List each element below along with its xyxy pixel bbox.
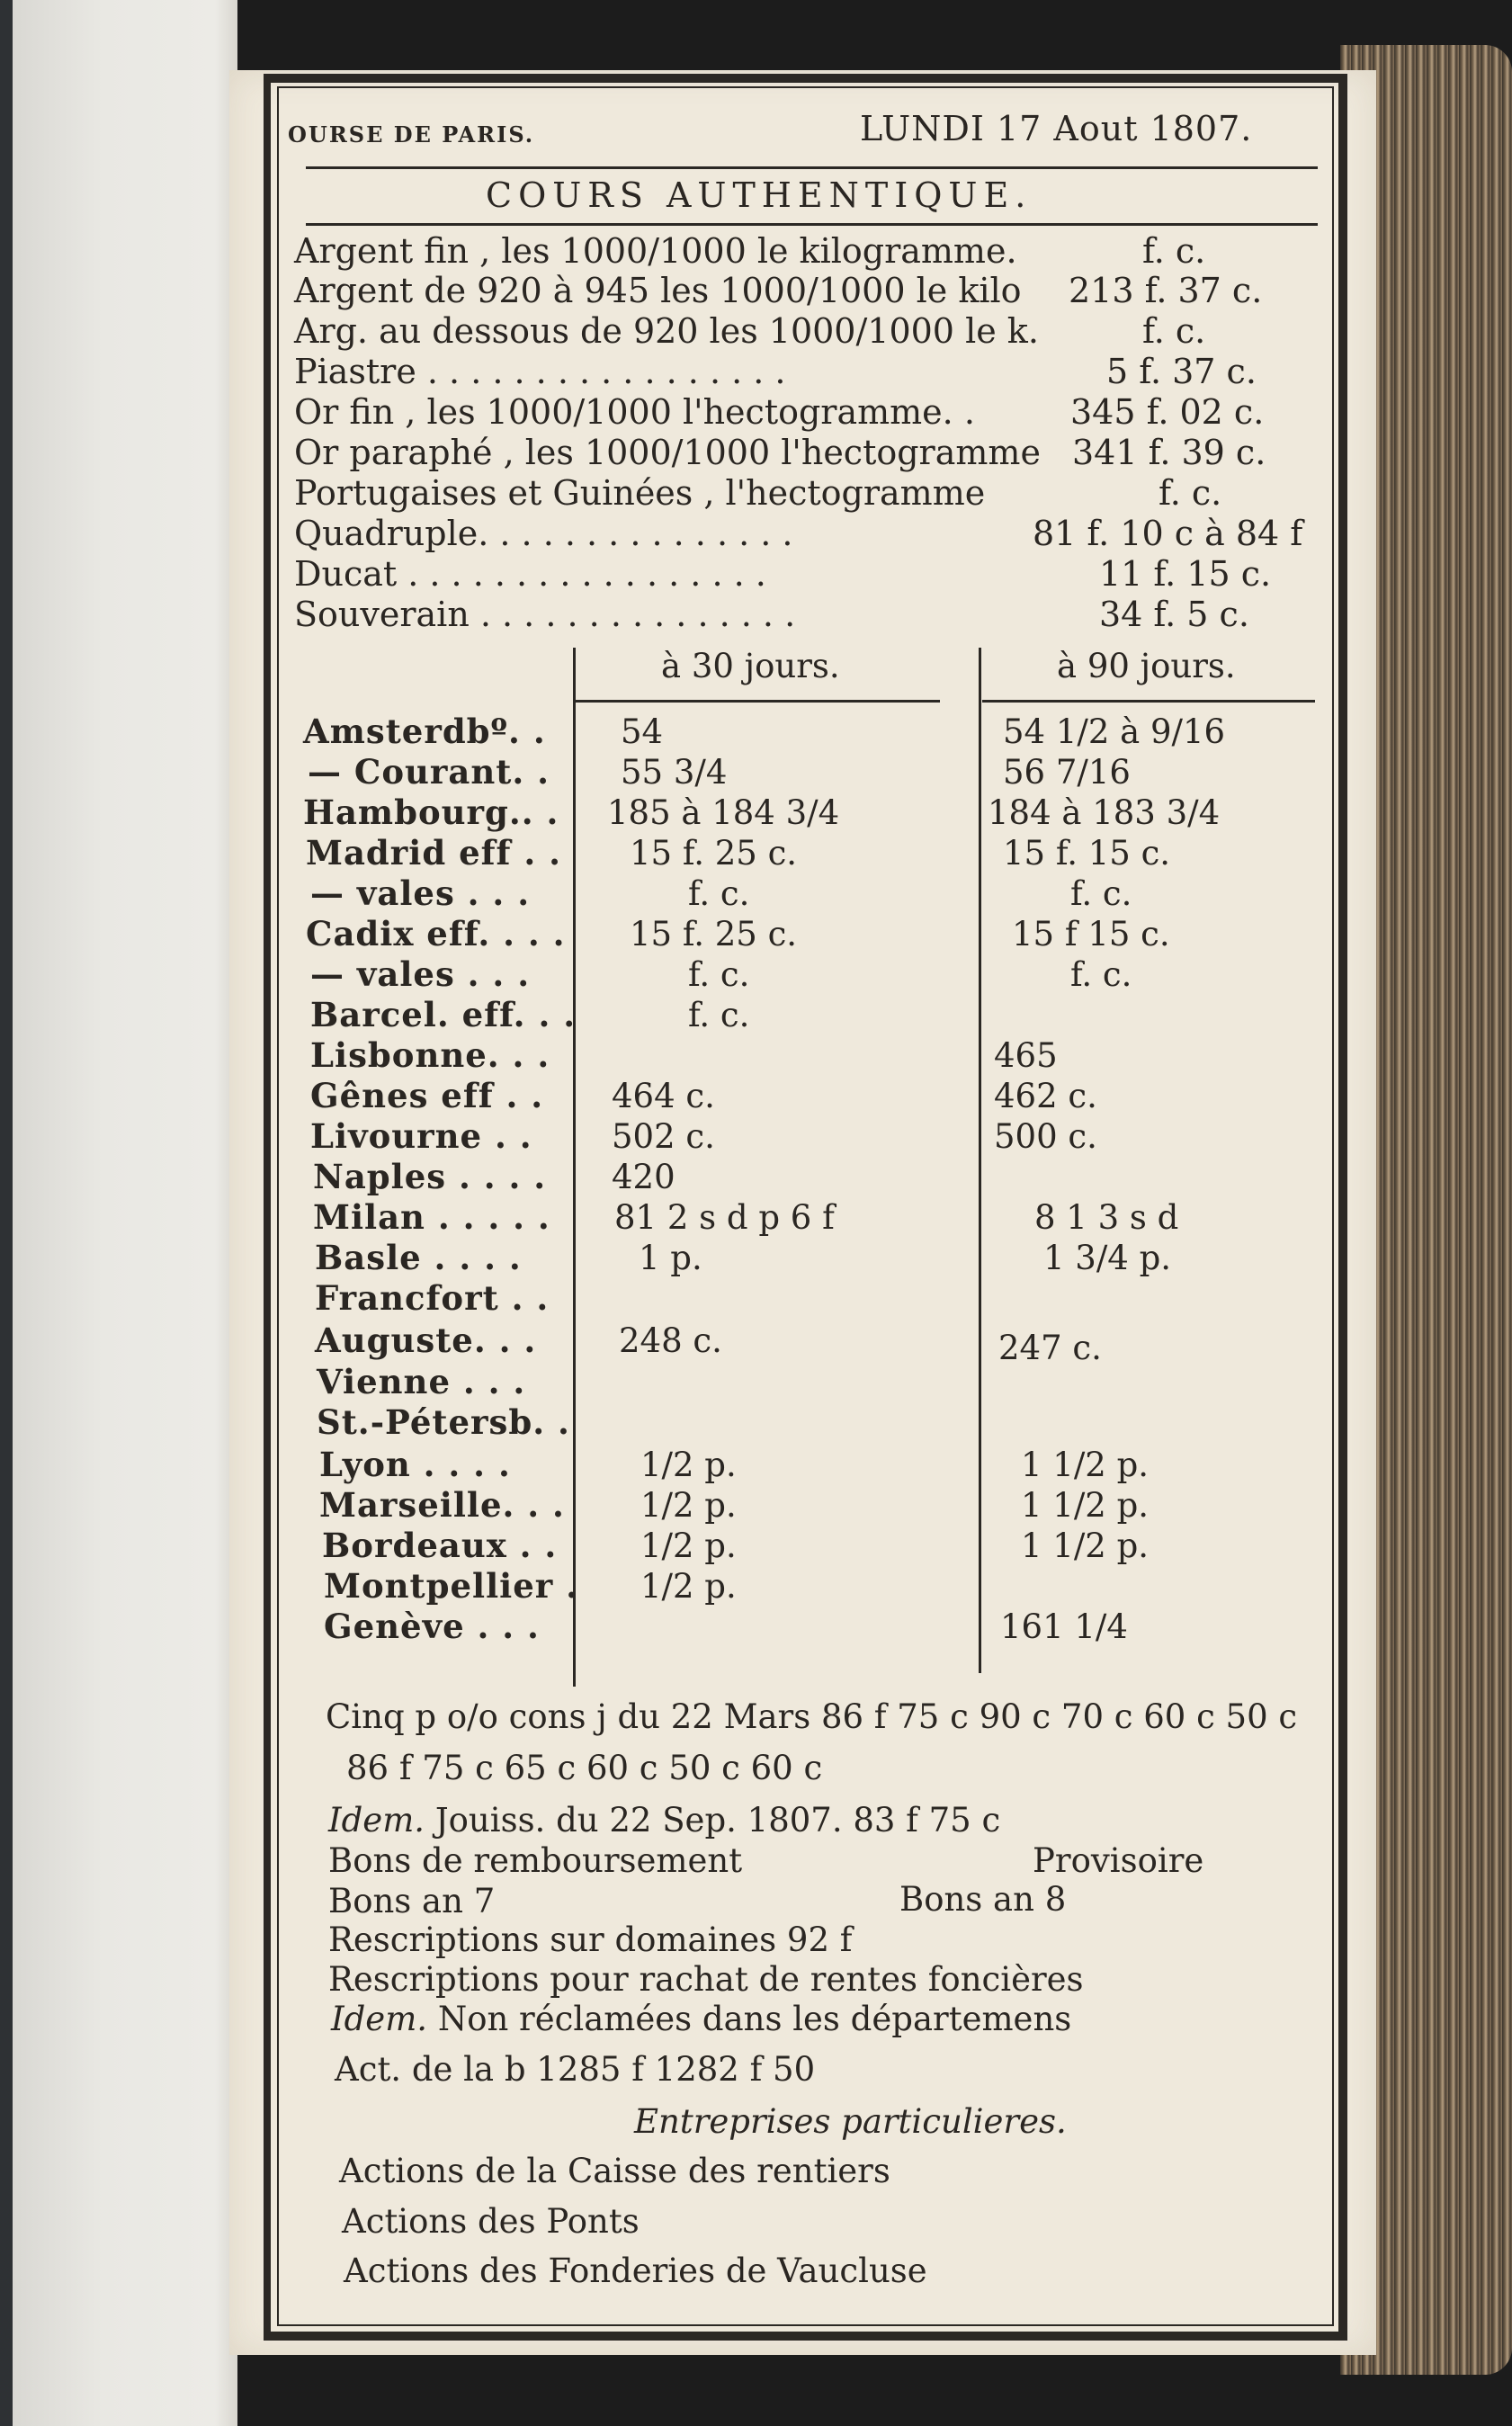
rate-30: 248 c. [619,1321,722,1360]
title-rule [306,223,1318,226]
page-title: COURS AUTHENTIQUE. [486,175,1033,215]
rente-cinq-line2: 86 f 75 c 65 c 60 c 50 c 60 c [346,1749,823,1787]
rate-90: 161 1/4 [1000,1607,1128,1646]
rate-90: 56 7/16 [1003,753,1131,792]
rate-90: f. c. [1070,874,1132,913]
rate-30: 420 [612,1158,675,1196]
city-name: Amsterdbº. . [303,712,546,751]
bons-an-8: Bons an 8 [899,1880,1067,1919]
actions-ponts: Actions des Ponts [342,2202,640,2241]
rate-90: 184 à 183 3/4 [988,793,1221,832]
provisoire: Provisoire [1033,1841,1204,1880]
rate-30: 185 à 184 3/4 [607,793,840,832]
city-name: Vienne . . . [317,1362,526,1401]
idem-label: Idem. [328,1801,425,1840]
book-spine [0,0,13,2426]
metal-value: 345 f. 02 c. [1070,392,1265,432]
metal-value: f. c. [1142,231,1206,271]
header-date: LUNDI 17 Aout 1807. [860,109,1253,148]
rate-90: 500 c. [994,1117,1097,1156]
rate-90: 1 1/2 p. [1021,1446,1150,1484]
rate-90: f. c. [1070,955,1132,994]
actions-caisse-rentiers: Actions de la Caisse des rentiers [339,2152,890,2190]
rate-30: 464 c. [612,1077,715,1115]
metal-label: Argent fin , les 1000/1000 le kilogramme. [294,231,1017,271]
rate-30: 15 f. 25 c. [630,915,798,953]
actions-fonderies: Actions des Fonderies de Vaucluse [344,2251,927,2290]
metal-value: 341 f. 39 c. [1072,433,1266,472]
city-name: Livourne . . [310,1116,532,1156]
rate-90: 15 f. 15 c. [1003,834,1171,873]
rate-30: 1/2 p. [640,1486,737,1525]
city-name: Cadix eff. . . . [306,914,566,953]
city-name: Montpellier . [324,1566,579,1606]
city-name: Francfort . . [315,1278,550,1318]
rente-cinq-line1: Cinq p o/o cons j du 22 Mars 86 f 75 c 90 c 70 c 60 c 50 c [326,1697,1298,1736]
metal-label: Piastre . . . . . . . . . . . . . . . . . [294,352,786,391]
rate-30: 81 2 s d p 6 f [614,1198,835,1237]
metal-value: f. c. [1142,311,1206,351]
rate-30: f. c. [688,996,750,1034]
bons-remboursement: Bons de remboursement [328,1841,743,1880]
city-name: Hambourg.. . [303,792,559,832]
city-name: Marseille. . . [319,1485,565,1525]
actions-banque: Act. de la b 1285 f 1282 f 50 [335,2050,816,2089]
col30-header: à 30 jours. [661,647,840,685]
metal-value: f. c. [1159,473,1222,513]
rate-30: 55 3/4 [621,753,728,792]
rate-30: f. c. [688,955,750,994]
rate-30: 1/2 p. [640,1446,737,1484]
col90-header: à 90 jours. [1057,647,1236,685]
metal-label: Or paraphé , les 1000/1000 l'hectogramme [294,433,1041,472]
rescriptions-domaines: Rescriptions sur domaines 92 f [328,1920,853,1959]
left-page-blank [13,0,237,2426]
city-name: — vales . . . [310,954,531,994]
city-name: — vales . . . [310,873,531,913]
idem-non-reclamees [331,2002,1071,2036]
city-name: Lyon . . . . [319,1445,511,1484]
rate-90: 1 3/4 p. [1043,1239,1172,1277]
rate-90: 1 1/2 p. [1021,1486,1150,1525]
metal-label: Arg. au dessous de 920 les 1000/1000 le k. [294,311,1039,351]
city-name: Milan . . . . . [313,1197,550,1237]
rate-90: 15 f 15 c. [1012,915,1170,953]
metal-label: Or fin , les 1000/1000 l'hectogramme. . [294,392,975,432]
entreprises-heading: Entreprises particulieres. [634,2102,1067,2141]
city-name: Genève . . . [324,1607,540,1646]
header-left: OURSE DE PARIS. [288,121,535,148]
rate-90: 54 1/2 à 9/16 [1003,712,1226,751]
rate-90: 1 1/2 p. [1021,1526,1150,1565]
metal-value: 5 f. 37 c. [1106,352,1257,391]
col30-rule [576,700,940,703]
metal-label: Ducat . . . . . . . . . . . . . . . . . [294,554,766,594]
rate-90: 247 c. [998,1329,1102,1367]
metal-value: 11 f. 15 c. [1099,554,1272,594]
table-divider-right [979,648,981,1673]
rate-30: 54 [621,712,664,751]
city-name: Auguste. . . [315,1320,537,1360]
metal-value: 213 f. 37 c. [1069,271,1263,310]
rescriptions-rachat: Rescriptions pour rachat de rentes foncières [328,1960,1084,1999]
city-name: Bordeaux . . [322,1526,558,1565]
city-name: Lisbonne. . . [310,1035,550,1075]
rate-90: 465 [994,1036,1058,1075]
table-divider-left [573,648,576,1687]
rate-30: 1/2 p. [640,1567,737,1606]
rate-90: 8 1 3 s d [1034,1198,1179,1237]
bons-an-7: Bons an 7 [328,1882,496,1920]
idem-jouiss [328,1801,1001,1840]
city-name: Basle . . . . [315,1238,522,1277]
metal-label: Souverain . . . . . . . . . . . . . . . [294,595,796,634]
metal-value: 34 f. 5 c. [1099,595,1249,634]
metal-label: Portugaises et Guinées , l'hectogramme [294,473,986,513]
header-rule [306,166,1318,169]
rate-30: 15 f. 25 c. [630,834,798,873]
col90-rule [982,700,1315,703]
rate-30: f. c. [688,874,750,913]
city-name: St.-Pétersb. . [317,1402,570,1442]
idem-text: Jouiss. du 22 Sep. 1807. 83 f 75 c [434,1801,1001,1840]
city-name: Naples . . . . [313,1157,547,1196]
idem2-text: Non réclamées dans les départemens [437,2000,1072,2038]
city-name: Barcel. eff. . . [310,995,577,1034]
rate-30: 1 p. [639,1239,702,1277]
rate-90: 462 c. [994,1077,1097,1115]
metal-value: 81 f. 10 c à 84 f [1033,514,1303,553]
city-name: Gênes eff . . [310,1076,544,1115]
metal-label: Quadruple. . . . . . . . . . . . . . . [294,514,793,553]
rate-30: 502 c. [612,1117,715,1156]
city-name: — Courant. . [308,752,550,792]
rate-30: 1/2 p. [640,1526,737,1565]
idem2-label: Idem. [331,2000,428,2038]
city-name: Madrid eff . . [306,833,562,873]
metal-label: Argent de 920 à 945 les 1000/1000 le kilo [294,271,1022,310]
